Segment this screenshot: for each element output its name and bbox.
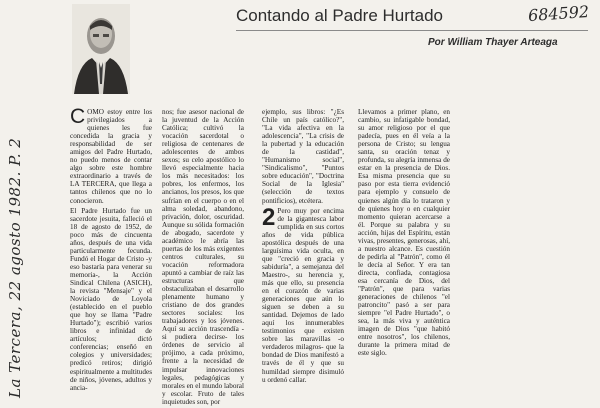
paragraph-text: Pero muy por encima de la gigantesca labor cumplida en sus cortos años de vida pública apostólica después de una larguísima vida oculta, en que "creció en gracia y sabiduría", a semejanza del Maestro-, su herencia y, más que ello, su presencia en el corazón de varias generaciones que aún lo siguen se deben a su santidad. Dejemos de lado aquí los innumerables testimonios que existen sobre las maravillas -o verdaderos milagros- que la bondad de Dios manifestó a través de él y que su humildad siempre disimuló u ordenó callar. (262, 206, 344, 384)
paragraph-text: El Padre Hurtado fue un sacerdote jesuita, falleció el 18 de agosto de 1952, de poco más de cincuenta años, después de una vida particularmente fecunda. Fundó el Hogar de Cristo -y eso bastaría para venerar su memoria-, la Acción Sindical Chilena (ASICH), la revista "Mensaje" y el Noviciado de Loyola (establecido en el pueblo que hoy se llama "Padre Hurtado"); escribió varios libros e infinidad de artículos; dictó conferencias; enseñó en colegios y universidades; predicó retiros; dirigió espiritualmente a multitudes de niños, jóvenes, adultos y ancia- (70, 206, 152, 392)
paragraph (70, 105, 152, 205)
paragraph (70, 207, 152, 392)
section-number: 2 (262, 203, 276, 231)
article-column-3 (262, 108, 344, 386)
paragraph-text: nos; fue asesor nacional de la juventud de la Acción Católica; cultivó la vocación sacerdotal o religiosa de centenares de adolescentes de ambos sexos; su celo apostólico lo llevó especialmente hacia los más necesitados: los pobres, los enfermos, los ancianos, los presos, los que sufrían en el cuerpo o en el alma soledad, abandono, privación, dolor, oscuridad. Aunque su sólida formación de abogado, sacerdote y académico le abría las puertas de los más exigentes centros culturales, su vocación reformadora apuntó a cambiar de raíz las estructuras que obstaculizaban el desarrollo plenamente humano y cristiano de dos grandes sectores sociales: los trabajadores y los jóvenes. Aquí su acción trascendía -si pudiera decirse- los órdenes de servicio al prójimo, a cada próximo, frente a la necesidad de impulsar innovaciones legales, pedagógicas y morales en el mundo laboral y escolar. Fruto de tales inquietudes son, por (162, 108, 244, 406)
title-rule (236, 30, 588, 31)
paragraph (358, 108, 450, 357)
paragraph-text: OMO estoy entre los privilegiados a quienes les fue concedida la gracia y responsabilidad de ser amigos del Padre Hurtado, no puedo menos de contar algo sobre este hombre extraordinario a través de LA TERCERA, que llega a tantos chilenos que no lo conocieron. (70, 108, 152, 205)
portrait-photo (72, 4, 130, 94)
paragraph-text: ejemplo, sus libros: "¿Es Chile un país católico?", "La vida afectiva en la adolescencia", "La crisis de la pubertad y la educación de la castidad", "Humanismo social", "Sindicalismo", "Puntos sobre educación", "Doctrina Social de la Iglesia" (selección de textos pontificios), etcétera. (262, 108, 344, 205)
article-column-2 (162, 108, 244, 408)
paragraph (162, 108, 244, 406)
drop-cap: C (70, 105, 86, 128)
paragraph-text: Llevamos a primer plano, en cambio, su infatigable bondad, su amor religioso por el que padecía, pues en él veía a la persona de Cristo; su lengua santa, su oración tenaz y profunda, su alegría inmensa de estar en la presencia de Dios. Esa misma presencia que su paso por esta tierra evidenció para ejemplo y consuelo de quienes algún día lo trataron y de quienes hoy o en cualquier momento quieran acercarse a él. Porque su palabra y su acción, hijas del Espíritu, están vivas, presentes, generosas, ahí, a nuestro alcance. Es cuestión de pedirla al "Patrón", como él le decía al Señor. Y era tan directa, confiada, contagiosa esa cercanía de Dios, del "Patrón", que para varias generaciones de chilenos "el patroncito" pasó a ser para siempre "el Padre Hurtado", o sea, la más viva y auténtica imagen de Dios "que habitó entre nosotros", los chilenos, durante la primera mitad de este siglo. (358, 108, 450, 358)
catalog-number: 684592 (527, 1, 590, 26)
article-column-4 (358, 108, 450, 359)
margin-note-text: La Tercera, 22 agosto 1982. P. 2 (6, 137, 24, 398)
article-byline: Por William Thayer Arteaga (428, 37, 558, 48)
paragraph (262, 108, 344, 205)
author-portrait (72, 4, 130, 94)
article-column-1 (70, 105, 152, 394)
paragraph (262, 203, 344, 384)
margin-handwritten-note (2, 112, 26, 400)
article-title: Contando al Padre Hurtado (236, 6, 443, 25)
